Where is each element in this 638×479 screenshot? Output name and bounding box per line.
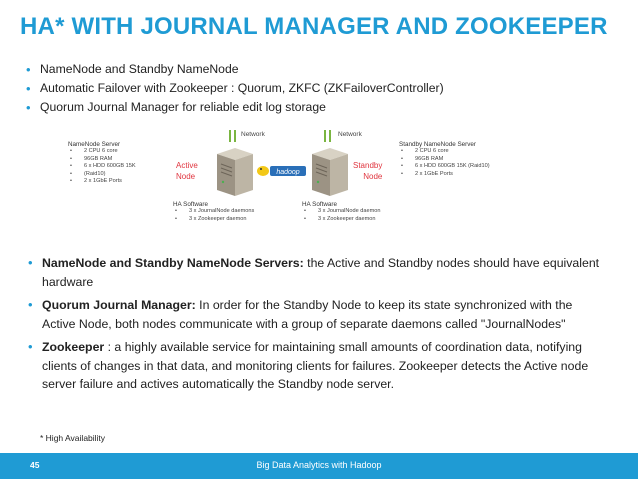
bullet-text: In order for the Standby Node to keep its state synchronized with the Active Node, both nodes communicate with a group of separate daemons called "JournalNodes" bbox=[42, 298, 573, 331]
bullet-text: : a highly available service for maintaining small amounts of coordination data, notifying clients of changes in that data, and monitoring clients for failures. Zookeeper detects the Active node server failure and actives automatically the Standby node server. bbox=[42, 340, 589, 391]
network-label-right: Network bbox=[338, 131, 362, 138]
spec-item: • (Raid10) bbox=[68, 171, 136, 179]
bullet-text: the Active and Standby nodes should have equivalent hardware bbox=[42, 256, 600, 289]
top-bullet: • Quorum Journal Manager for reliable edit log storage bbox=[26, 98, 444, 117]
hadoop-logo-icon bbox=[256, 164, 308, 178]
standby-label-node: Node bbox=[363, 172, 383, 181]
spec-item: • 96GB RAM bbox=[68, 156, 136, 164]
bullet-heading: Zookeeper bbox=[42, 340, 105, 354]
bullet-heading: NameNode and Standby NameNode Servers: bbox=[42, 256, 304, 270]
standby-label: Standby bbox=[353, 161, 383, 170]
spec-item: • 96GB RAM bbox=[399, 156, 490, 164]
ha-software-left bbox=[173, 201, 254, 223]
spec-item: • 2 x 1GbE Ports bbox=[399, 171, 490, 179]
footer-text: Big Data Analytics with Hadoop bbox=[256, 460, 382, 470]
page-number: 45 bbox=[30, 460, 40, 470]
spec-item: • 6 x HDD 600GB 15K (Raid10) bbox=[399, 163, 490, 171]
network-bar bbox=[329, 130, 331, 142]
ha-software-left-title: HA Software bbox=[173, 201, 208, 208]
spec-item: • 2 x 1GbE Ports bbox=[68, 178, 136, 186]
footnote: * High Availability bbox=[40, 433, 106, 443]
ha-diagram bbox=[0, 124, 638, 234]
top-bullet: • NameNode and Standby NameNode bbox=[26, 60, 444, 79]
main-bullet bbox=[28, 338, 608, 394]
spec-item: • 2 CPU 6 core bbox=[399, 148, 490, 156]
main-bullet bbox=[28, 254, 608, 291]
main-bullet-list bbox=[28, 254, 608, 399]
standby-server-icon bbox=[308, 146, 350, 198]
network-bar bbox=[229, 130, 231, 142]
spec-item: • 3 x Zookeeper daemon bbox=[173, 216, 254, 224]
namenode-spec bbox=[68, 141, 136, 186]
network-bar bbox=[324, 130, 326, 142]
spec-item: • 3 x JournalNode daemon bbox=[302, 208, 381, 216]
footer-bar bbox=[0, 453, 638, 479]
spec-item: • 3 x Zookeeper daemon bbox=[302, 216, 381, 224]
standby-spec-title: Standby NameNode Server bbox=[399, 141, 477, 148]
spec-item: • 3 x JournalNode daemons bbox=[173, 208, 254, 216]
standby-spec bbox=[399, 141, 490, 178]
slide-title: HA* WITH JOURNAL MANAGER AND ZOOKEEPER bbox=[20, 13, 608, 40]
active-node-label bbox=[176, 160, 198, 182]
hadoop-logo-text: hadoop bbox=[276, 169, 300, 176]
standby-node-label bbox=[353, 160, 382, 182]
main-bullet bbox=[28, 296, 608, 333]
bullet-heading: Quorum Journal Manager: bbox=[42, 298, 196, 312]
active-label-node: Node bbox=[176, 172, 196, 181]
top-bullet-list bbox=[26, 60, 444, 117]
namenode-spec-title: NameNode Server bbox=[68, 141, 121, 148]
active-label: Active bbox=[176, 161, 198, 170]
network-label-left: Network bbox=[241, 131, 265, 138]
active-server-icon bbox=[213, 146, 255, 198]
network-bar bbox=[234, 130, 236, 142]
spec-item: • 2 CPU 6 core bbox=[68, 148, 136, 156]
ha-software-right-title: HA Software bbox=[302, 201, 337, 208]
spec-item: • 6 x HDD 600GB 15K bbox=[68, 163, 136, 171]
ha-software-right bbox=[302, 201, 381, 223]
top-bullet: • Automatic Failover with Zookeeper : Quorum, ZKFC (ZKFailoverController) bbox=[26, 79, 444, 98]
